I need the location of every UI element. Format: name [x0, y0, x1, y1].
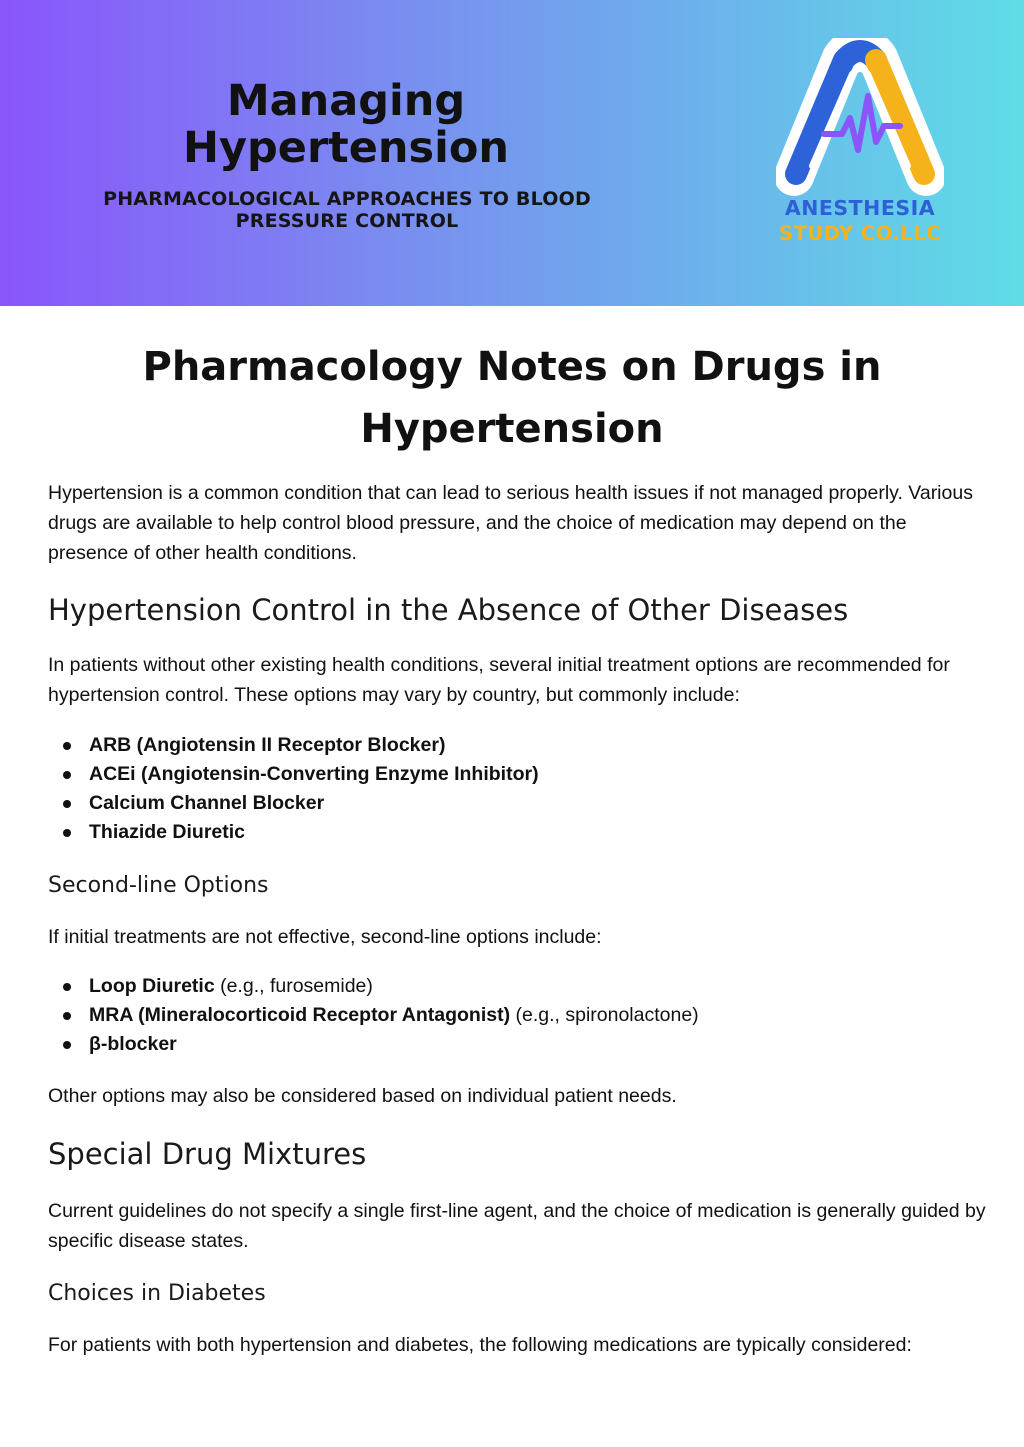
- company-logo: [776, 38, 944, 254]
- second-line-drug-list: [60, 972, 699, 1059]
- list-item: Loop Diuretic (e.g., furosemide): [60, 972, 699, 1001]
- list-item: ARB (Angiotensin II Receptor Blocker): [60, 731, 539, 760]
- header-banner: [0, 0, 1024, 306]
- first-line-drug-list: [60, 731, 539, 847]
- letter-a-logo-icon: [776, 38, 944, 198]
- banner-title: Managing Hypertension: [183, 76, 509, 173]
- list-item: ACEi (Angiotensin-Converting Enzyme Inhibitor): [60, 760, 539, 789]
- list-item: β-blocker: [60, 1030, 699, 1059]
- intro-paragraph: Hypertension is a common condition that can lead to serious health issues if not managed properly. Various drugs are available to help control blood pressure, and the choice of medication may depend on the presence of other health conditions.: [48, 482, 973, 564]
- special-mixtures-paragraph: Current guidelines do not specify a single first-line agent, and the choice of medication is generally guided by specific disease states.: [48, 1200, 986, 1252]
- bullet-icon: [63, 742, 71, 750]
- bullet-icon: [63, 771, 71, 779]
- special-mixtures-heading: Special Drug Mixtures: [48, 1137, 367, 1171]
- bullet-icon: [63, 1041, 71, 1049]
- banner-subtitle: PHARMACOLOGICAL APPROACHES TO BLOOD PRESSURE CONTROL: [103, 188, 591, 232]
- document-title: Pharmacology Notes on Drugs in Hypertension: [142, 344, 882, 452]
- bullet-icon: [63, 983, 71, 991]
- bullet-icon: [63, 829, 71, 837]
- list-item: MRA (Mineralocorticoid Receptor Antagonist) (e.g., spironolactone): [60, 1001, 699, 1030]
- bullet-icon: [63, 1012, 71, 1020]
- second-line-heading: Second-line Options: [48, 873, 269, 898]
- logo-text-line2: STUDY CO.LLC: [779, 222, 941, 245]
- section-paragraph-no-comorbidity: In patients without other existing health conditions, several initial treatment options are recommended for hypertension control. These options may vary by country, but commonly include:: [48, 654, 950, 706]
- list-item: Calcium Channel Blocker: [60, 789, 539, 818]
- bullet-icon: [63, 800, 71, 808]
- logo-text-line1: ANESTHESIA: [784, 196, 936, 220]
- diabetes-paragraph: For patients with both hypertension and diabetes, the following medications are typically considered:: [48, 1334, 912, 1356]
- list-item: Thiazide Diuretic: [60, 818, 539, 847]
- diabetes-heading: Choices in Diabetes: [48, 1281, 266, 1306]
- second-line-note: Other options may also be considered based on individual patient needs.: [48, 1085, 677, 1107]
- second-line-intro: If initial treatments are not effective, second-line options include:: [48, 926, 602, 948]
- section-heading-no-comorbidity: Hypertension Control in the Absence of Other Diseases: [48, 593, 849, 627]
